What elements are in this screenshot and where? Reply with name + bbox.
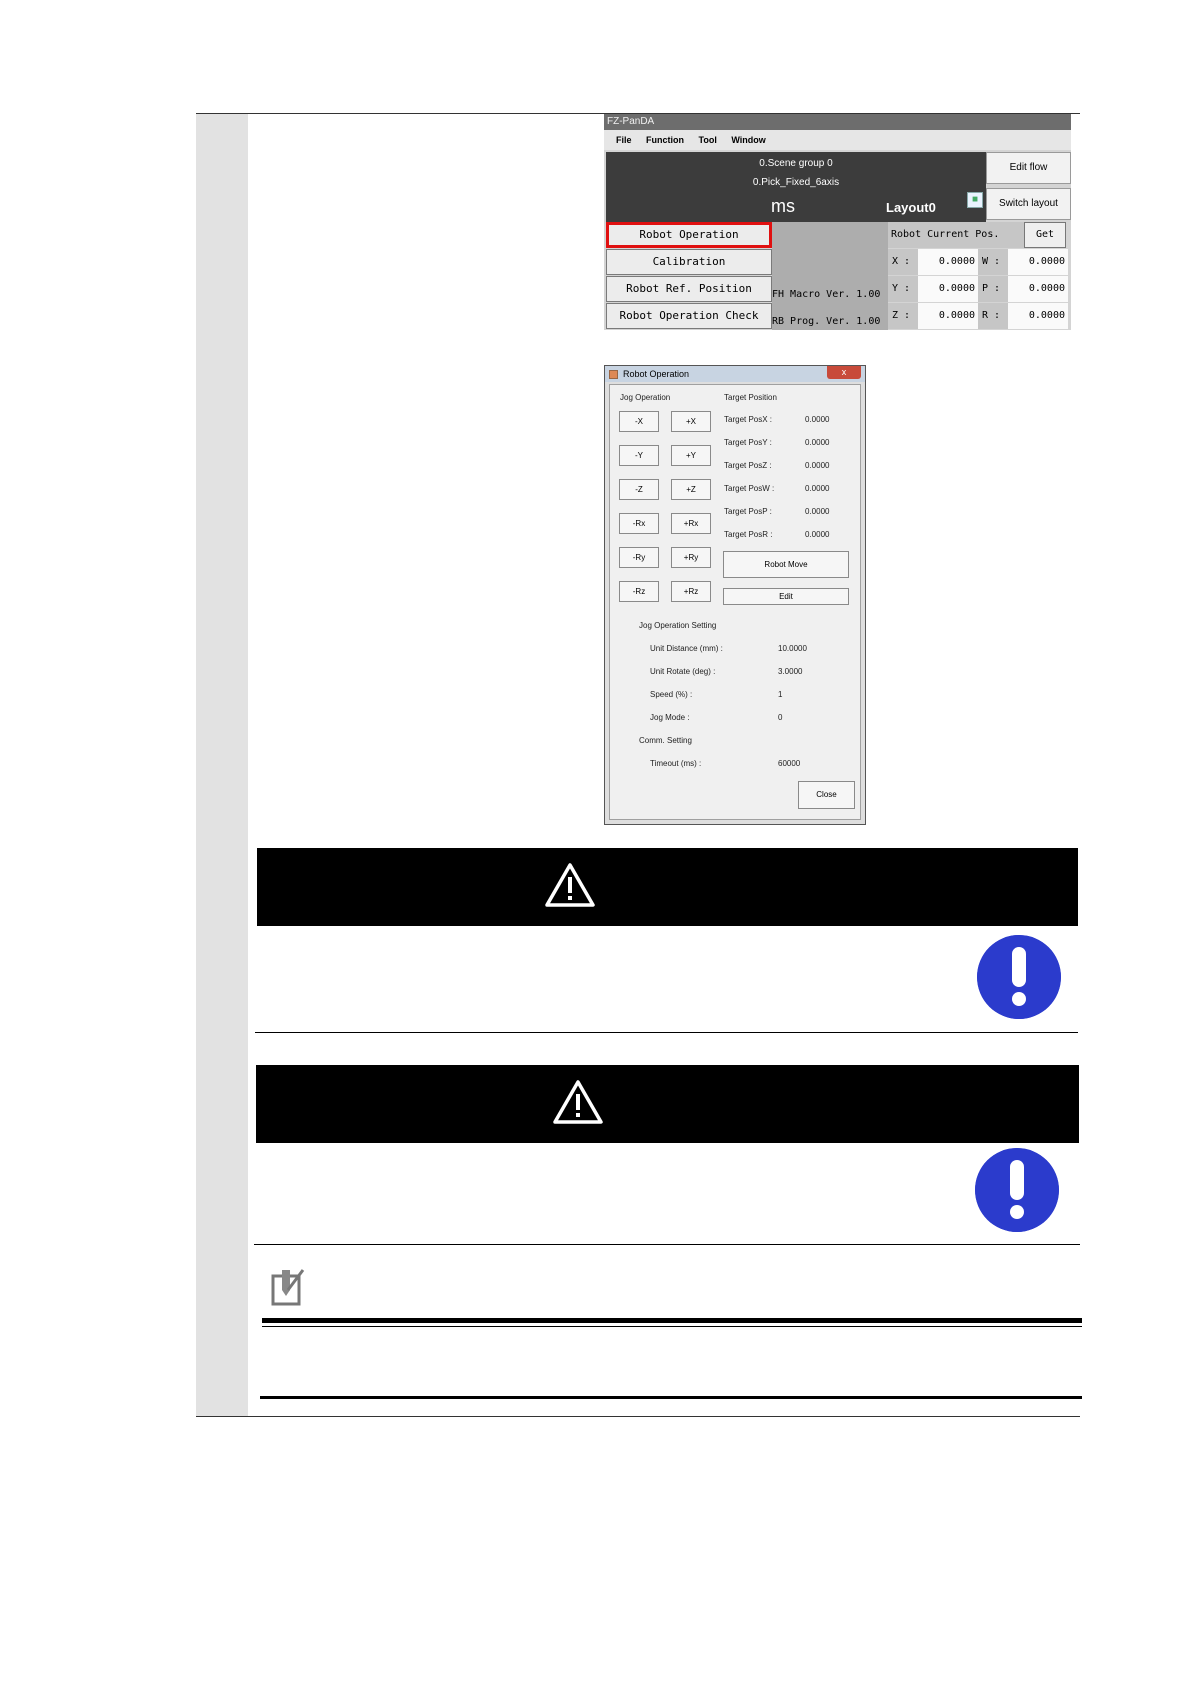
robot-move-button[interactable]: Robot Move [723,551,849,578]
warning-bar [257,848,1078,926]
note-rule-thin [262,1326,1082,1327]
close-button[interactable]: Close [798,781,855,809]
layout-label: Layout0 [886,200,936,215]
scene-name-label: 0.Pick_Fixed_6axis [752,177,840,188]
scene-info-panel [606,152,986,222]
robot-operation-button[interactable]: Robot Operation [606,222,772,248]
pos-label-y: Y : [888,276,918,302]
dialog-title: Robot Operation [605,366,865,382]
setting-label: Speed (%) : [650,690,693,699]
jog-plus-rz-button[interactable]: +Rz [671,581,711,602]
step-column [196,114,248,1416]
rb-prog-version: RB Prog. Ver. 1.00 [772,316,881,327]
warning-divider [255,1032,1078,1033]
robot-operation-check-button[interactable]: Robot Operation Check [606,303,772,329]
target-pos-value: 0.0000 [805,461,830,470]
menu-tool[interactable]: Tool [698,135,717,145]
switch-layout-button[interactable]: Switch layout [986,188,1071,220]
pencil-note-icon [270,1266,306,1306]
menu-window[interactable]: Window [731,135,766,145]
jog-minus-ry-button[interactable]: -Ry [619,547,659,568]
warning-triangle-icon [552,1079,604,1125]
warning-bar [256,1065,1079,1143]
ms-label: ms [771,196,795,216]
current-pos-header: Robot Current Pos. [888,222,1024,248]
target-pos-value: 0.0000 [805,415,830,424]
window-title: FZ-PanDA [604,114,1071,130]
close-icon[interactable]: x [827,366,861,379]
person-icon[interactable]: ■ [967,192,983,208]
calibration-button[interactable]: Calibration [606,249,772,275]
pos-value-p: 0.0000 [1008,276,1068,302]
target-pos-label: Target PosY : [724,438,772,447]
exclamation-circle-icon [975,1148,1059,1232]
warning-divider [254,1244,1080,1245]
jog-minus-y-button[interactable]: -Y [619,445,659,466]
setting-value: 1 [778,690,783,699]
jog-minus-rx-button[interactable]: -Rx [619,513,659,534]
jog-plus-x-button[interactable]: +X [671,411,711,432]
setting-value: 0 [778,713,783,722]
pos-label-w: W : [978,249,1008,275]
setting-label: Jog Mode : [650,713,690,722]
warning-triangle-icon [544,862,596,908]
menu-function[interactable]: Function [646,135,685,145]
timeout-value: 60000 [778,759,801,768]
jog-plus-rx-button[interactable]: +Rx [671,513,711,534]
jog-plus-ry-button[interactable]: +Ry [671,547,711,568]
target-pos-value: 0.0000 [805,438,830,447]
frame-bottom-rule [196,1416,1080,1417]
pos-value-r: 0.0000 [1008,303,1068,329]
pos-label-z: Z : [888,303,918,329]
pos-value-y: 0.0000 [918,276,978,302]
fh-macro-version: FH Macro Ver. 1.00 [772,289,881,300]
target-position-header: Target Position [724,393,777,402]
target-pos-value: 0.0000 [805,484,830,493]
robot-ref-position-button[interactable]: Robot Ref. Position [606,276,772,302]
edit-flow-button[interactable]: Edit flow [986,152,1071,184]
exclamation-circle-icon [977,935,1061,1019]
timeout-label: Timeout (ms) : [650,759,702,768]
pos-value-x: 0.0000 [918,249,978,275]
target-pos-value: 0.0000 [805,507,830,516]
dialog-body [609,384,861,820]
jog-plus-y-button[interactable]: +Y [671,445,711,466]
jog-plus-z-button[interactable]: +Z [671,479,711,500]
setting-value: 3.0000 [778,667,803,676]
pos-label-x: X : [888,249,918,275]
setting-label: Unit Rotate (deg) : [650,667,716,676]
menu-bar [604,130,1071,150]
pos-label-r: R : [978,303,1008,329]
target-pos-label: Target PosX : [724,415,773,424]
setting-label: Unit Distance (mm) : [650,644,723,653]
target-pos-value: 0.0000 [805,530,830,539]
get-button[interactable]: Get [1024,222,1066,248]
jog-operation-header: Jog Operation [620,393,671,402]
jog-minus-z-button[interactable]: -Z [619,479,659,500]
fz-panda-window [604,114,1071,330]
edit-button[interactable]: Edit [723,588,849,605]
jog-minus-x-button[interactable]: -X [619,411,659,432]
robot-operation-dialog [604,365,866,825]
target-pos-label: Target PosR : [724,530,773,539]
target-pos-label: Target PosW : [724,484,775,493]
scene-group-label: 0.Scene group 0 [759,158,833,169]
target-pos-label: Target PosZ : [724,461,772,470]
pos-value-w: 0.0000 [1008,249,1068,275]
note-rule-thick [262,1318,1082,1323]
app-icon [609,370,618,379]
jog-minus-rz-button[interactable]: -Rz [619,581,659,602]
jog-setting-header: Jog Operation Setting [639,621,717,630]
pos-value-z: 0.0000 [918,303,978,329]
note-rule-bottom [260,1396,1082,1399]
setting-value: 10.0000 [778,644,807,653]
comm-setting-header: Comm. Setting [639,736,692,745]
target-pos-label: Target PosP : [724,507,772,516]
pos-label-p: P : [978,276,1008,302]
menu-file[interactable]: File [616,135,632,145]
